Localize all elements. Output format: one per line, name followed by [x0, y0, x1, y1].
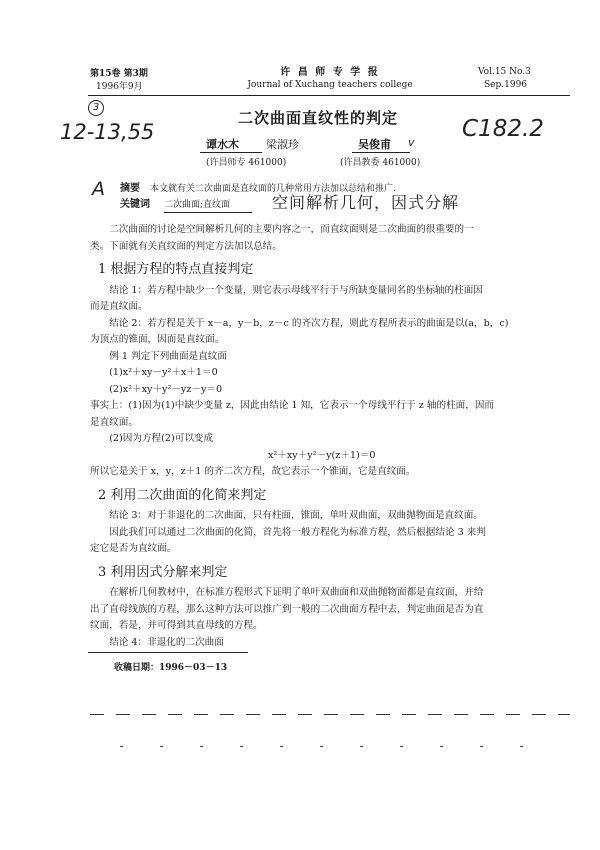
- volume-issue: 第15卷 第3期: [90, 69, 148, 79]
- keywords-text: 二次曲面;直纹面: [164, 200, 231, 210]
- keywords-underline: [164, 212, 252, 213]
- affiliation-1: (许昌师专 461000): [206, 158, 287, 168]
- equation-2: (2)x²＋xy＋y²－yz－y＝0: [109, 383, 223, 395]
- solution-3: 所以它是关于 x，y，z＋1 的齐二次方程，故它表示一个锥面，它是直纹面。: [90, 466, 416, 477]
- handwritten-pages: 12-13,55: [60, 120, 155, 144]
- solution-1a: 事实上：(1)因为(1)中缺少变量 z，因此由结论 1 知，它表示一个母线平行于 z 轴的柱面，因而: [90, 400, 495, 411]
- header-right: [478, 66, 531, 92]
- abstract-text: 本文就有关二次曲面是直纹面的几种常用方法加以总结和推广.: [150, 184, 396, 194]
- sep-date: Sep.1996: [484, 80, 528, 90]
- conclusion-2a: 结论 2：若方程是关于 x－a，y－b，z－c 的齐次方程，则此方程所表示的曲面是以(a，b，c): [109, 317, 509, 329]
- intro-p1: 二次曲面的讨论是空间解析几何的主要内容之一，而直纹面则是二次曲面的很重要的一: [109, 224, 474, 235]
- handwritten-circled-number: 3: [88, 100, 104, 116]
- scan-artifact-line-2: [120, 746, 560, 747]
- sec3-p2: 出了直母线族的方程，那么这种方法可以推广到一般的二次曲面方程中去，判定曲面是否为直: [90, 603, 484, 615]
- section-2-heading: 2 利用二次曲面的化简来判定: [98, 487, 267, 503]
- solution-2: (2)因为方程(2)可以变成: [109, 433, 214, 444]
- journal-name-cn: 许 昌 师 专 学 报: [280, 67, 380, 78]
- sec3-p3: 纹面，若是，并可得到其直母线的方程。: [90, 620, 263, 631]
- handwritten-keywords-note: 空间解析几何，因式分解: [272, 193, 460, 212]
- handwritten-class-code: C182.2: [462, 116, 544, 142]
- body-text: [90, 222, 570, 651]
- conclusion-3: 结论 3：对于非退化的二次曲面，只有柱面，锥面，单叶双曲面，双曲抛物面是直纹面。: [109, 510, 483, 521]
- article-title: 二次曲面直纹性的判定: [238, 109, 399, 127]
- author-3-underline: [352, 152, 410, 153]
- author-3: 吴俊甫: [358, 138, 391, 151]
- abstract-label: 摘要: [120, 183, 140, 194]
- intro-p2: 类。下面就有关直纹面的判定方法加以总结。: [90, 240, 282, 252]
- header-center: [240, 66, 420, 92]
- header-left: [90, 68, 148, 94]
- footnote-rule: [88, 652, 248, 653]
- conclusion-1a: 结论 1：若方程中缺少一个变量，则它表示母线平行于与所缺变量同名的坐标轴的柱面因: [109, 284, 483, 296]
- keywords-label: 关键词: [120, 199, 150, 210]
- conclusion-1b: 而是直纹面。: [90, 301, 148, 312]
- affiliation-2: (许昌教委 461000): [340, 158, 421, 168]
- received-date: 收稿日期：1996－03－13: [114, 663, 228, 673]
- equation-1: (1)x²＋xy－y²＋x＋1＝0: [109, 367, 218, 378]
- sec2-p2: 定它是否为直纹面。: [90, 543, 177, 554]
- section-3-heading: 3 利用因式分解来判定: [98, 564, 228, 580]
- solution-1b: 是直纹面。: [90, 416, 138, 428]
- handwritten-mark-a: A: [92, 178, 105, 200]
- sec3-p1: 在解析几何教材中，在标准方程形式下证明了单叶双曲面和双曲抛物面都是直纹面，并给: [109, 587, 484, 598]
- vol-no: Vol.15 No.3: [478, 67, 531, 77]
- conclusion-4: 结论 4：非退化的二次曲面: [109, 636, 224, 648]
- check-mark: v: [408, 136, 415, 149]
- conclusion-2b: 为顶点的锥面，因而是直纹面。: [90, 334, 225, 345]
- journal-name-en: Journal of Xuchang teachers college: [247, 80, 413, 90]
- author-1-underline: [200, 152, 262, 153]
- sec2-p1: 因此我们可以通过二次曲面的化简，首先将一般方程化为标准方程，然后根据结论 3 来判: [109, 526, 486, 538]
- section-1-heading: 1 根据方程的特点直接判定: [98, 262, 254, 277]
- display-equation: x²＋xy＋y²－y(z＋1)＝0: [268, 449, 376, 461]
- example-1: 例 1 判定下列曲面是直纹面: [109, 350, 227, 362]
- issue-date: 1996年9月: [96, 82, 143, 92]
- abstract-line: [120, 181, 396, 198]
- author-2: 梁淑珍: [266, 138, 299, 151]
- author-1: 谭水木: [206, 138, 239, 151]
- header-rule: [88, 95, 570, 96]
- scan-artifact-line: [90, 714, 570, 715]
